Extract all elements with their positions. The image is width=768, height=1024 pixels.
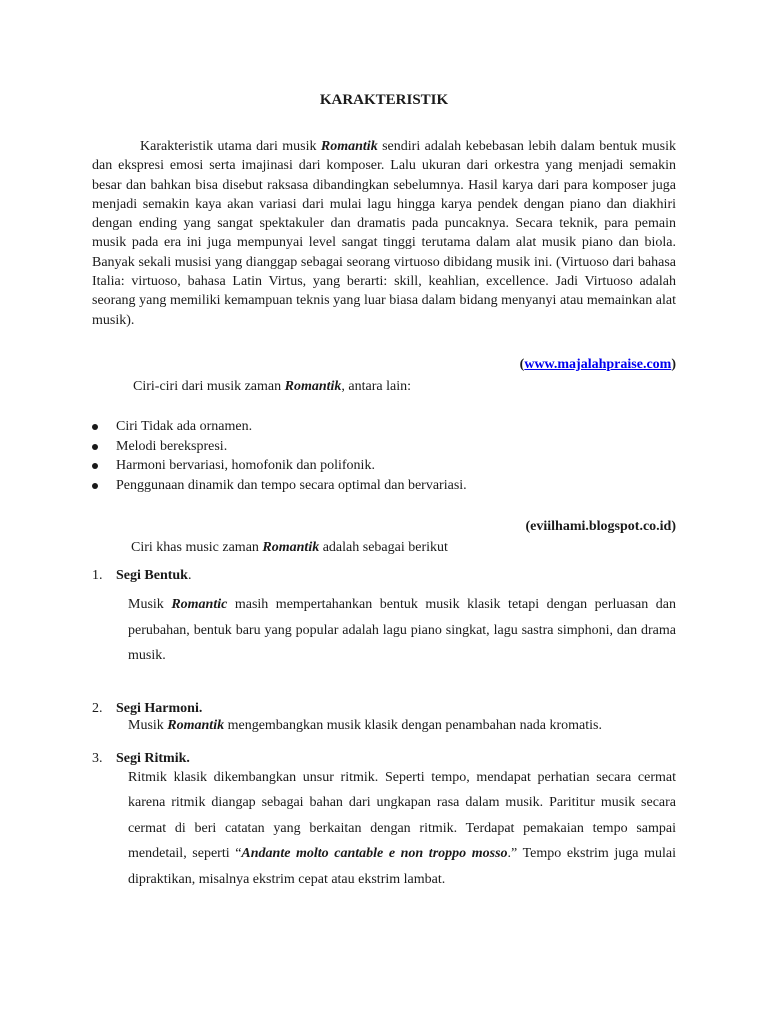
list-item bbox=[92, 417, 467, 437]
section-heading-text: Segi Ritmik. bbox=[116, 751, 190, 766]
bullet-icon bbox=[92, 444, 98, 450]
section-body bbox=[128, 592, 676, 669]
section-body-emphasis: Romantic bbox=[171, 597, 228, 612]
section-body-pre: Ritmik klasik dikembangkan unsur ritmik. Seperti tempo, mendapat perhatian secara cermat karena ritmik diangap sebagai bahan dari ungkapan rasa dalam musik. Parititur musik secara cermat di beri catatan yang berkaitan dengan ritmik. Terdapat pemakaian tempo sampai mendetail, seperti “ bbox=[128, 770, 676, 862]
section-body-post: masih mempertahankan bentuk musik klasik tetapi dengan perluasan dan perubahan, bentuk baru yang popular adalah lagu piano singkat, lagu sastra simphoni, dan drama musik. bbox=[128, 597, 676, 664]
characteristics-intro-post: adalah sebagai berikut bbox=[319, 540, 448, 555]
list-item-text: Ciri Tidak ada ornamen. bbox=[116, 419, 253, 434]
section-heading-suffix: . bbox=[187, 568, 192, 583]
section-heading-text: Segi Harmoni. bbox=[116, 701, 203, 716]
characteristics-intro-emphasis: Romantik bbox=[262, 540, 320, 555]
bullet-icon bbox=[92, 483, 98, 489]
features-intro-line bbox=[133, 377, 411, 396]
section-body bbox=[128, 765, 676, 892]
bullet-icon bbox=[92, 463, 98, 469]
section-heading-text: Segi Bentuk bbox=[116, 568, 188, 583]
section-body-emphasis: Andante molto cantable e non troppo mosso bbox=[241, 846, 508, 862]
features-intro-emphasis: Romantik bbox=[284, 379, 342, 394]
section-number: 3. bbox=[92, 751, 103, 766]
section-body-pre: Musik bbox=[128, 597, 172, 612]
intro-text-post: sendiri adalah kebebasan lebih dalam bentuk musik dan ekspresi emosi serta imajinasi dari komposer. Lalu ukuran dari orkestra yang menjadi semakin besar dan bahkan bisa disebut raksasa dibandingkan sebelumnya. Hasil karya dari para komposer juga menjadi semakin kaya akan variasi dari mulai lagu hingga karya pendek dengan piano dan diakhiri dengan ending yang sangat spektakuler dan dramatis pada puncaknya. Secara teknik, para pemain musik pada era ini juga mempunyai level sangat tinggi terutama dalam alat musik piano dan biola. Banyak sekali musisi yang dianggap sebagai seorang virtuoso dibidang musik ini. (Virtuoso dari bahasa Italia: virtuoso, bahasa Latin Virtus, yang berarti: skill, keahlian, excellence. Jadi Virtuoso adalah seorang yang memiliki kemampuan teknis yang luar biasa dalam bidang menyanyi atau memainkan alat musik). bbox=[92, 139, 676, 328]
list-item bbox=[92, 456, 467, 476]
citation-close-paren: ) bbox=[671, 357, 676, 372]
section-body bbox=[128, 716, 676, 735]
section-body-post: mengembangkan musik klasik dengan penambahan nada kromatis. bbox=[224, 718, 602, 733]
section-number: 2. bbox=[92, 701, 103, 716]
intro-text-pre: Karakteristik utama dari musik bbox=[140, 139, 321, 154]
section-heading bbox=[116, 566, 191, 585]
page-title: KARAKTERISTIK bbox=[319, 92, 449, 108]
source-citation-1 bbox=[520, 355, 676, 374]
section-body-emphasis: Romantik bbox=[167, 718, 225, 733]
list-item-text: Penggunaan dinamik dan tempo secara optimal dan bervariasi. bbox=[116, 477, 467, 493]
features-intro-post: , antara lain: bbox=[341, 379, 411, 394]
list-item bbox=[92, 476, 467, 496]
intro-emphasis: Romantik bbox=[320, 139, 378, 154]
citation-open-paren: ( bbox=[519, 357, 525, 372]
characteristics-intro-line bbox=[131, 538, 448, 557]
features-intro-pre: Ciri-ciri dari musik zaman bbox=[133, 379, 285, 394]
bullet-icon bbox=[92, 424, 98, 430]
features-bullet-list bbox=[92, 417, 467, 495]
section-body-pre: Musik bbox=[128, 718, 168, 733]
intro-paragraph bbox=[92, 137, 676, 330]
section-number: 1. bbox=[92, 568, 103, 583]
characteristics-intro-pre: Ciri khas music zaman bbox=[131, 540, 263, 555]
source-link[interactable]: www.majalahpraise.com bbox=[524, 357, 672, 372]
list-item-text: Harmoni bervariasi, homofonik dan polifonik. bbox=[116, 458, 375, 473]
section-body-post: .” Tempo ekstrim juga mulai dipraktikan, misalnya ekstrim cepat atau ekstrim lambat. bbox=[128, 846, 676, 887]
source-citation-2: (eviilhami.blogspot.co.id) bbox=[525, 519, 676, 534]
list-item bbox=[92, 437, 467, 457]
list-item-text: Melodi berekspresi. bbox=[116, 438, 228, 454]
